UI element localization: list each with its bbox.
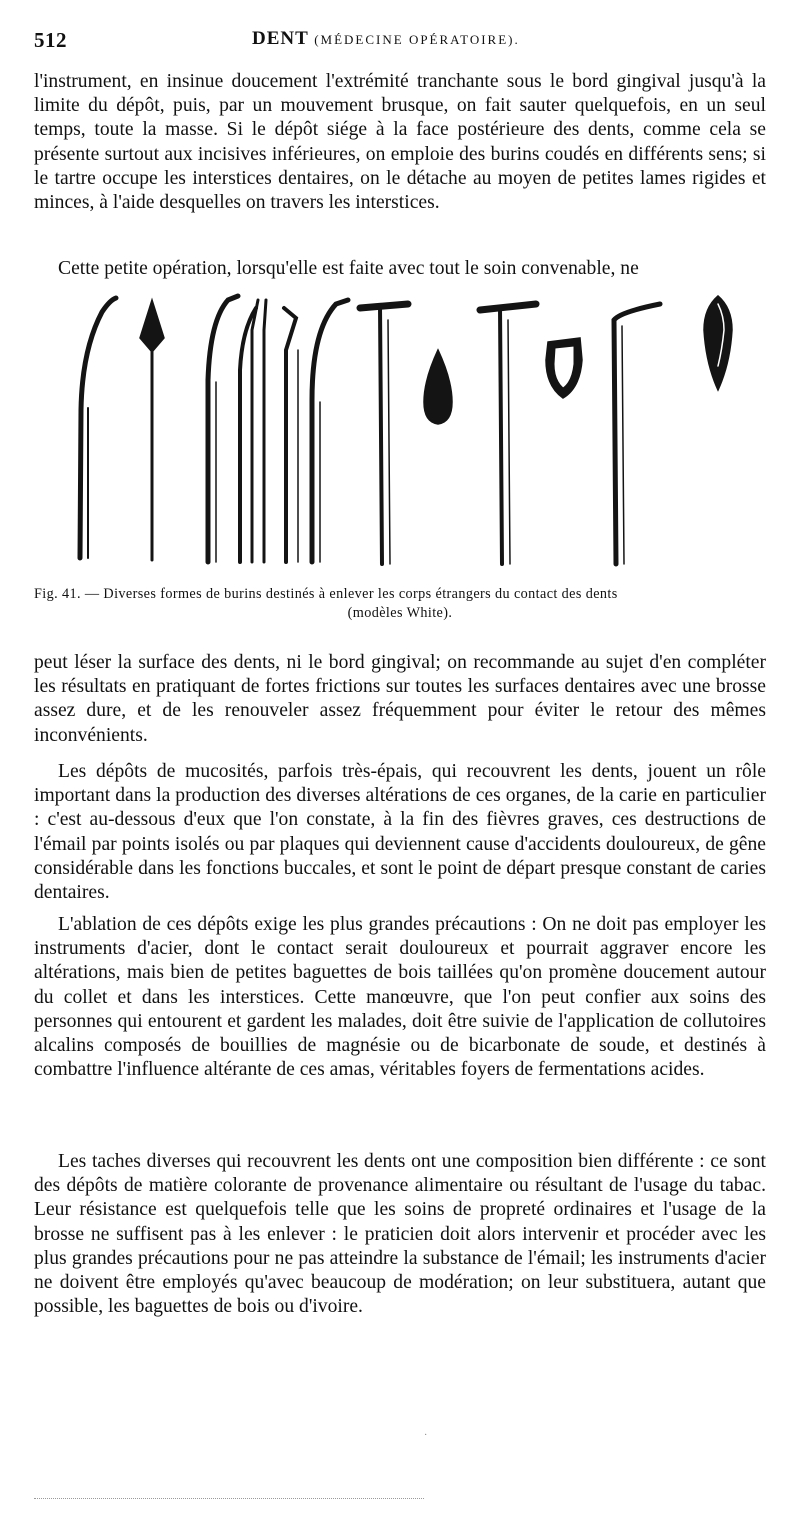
running-title-main: DENT <box>252 28 309 49</box>
dental-instruments-illustration <box>60 290 760 572</box>
print-speck: · <box>424 1430 428 1441</box>
running-head <box>34 28 764 52</box>
paragraph-1: l'instrument, en insinue doucement l'extrémité tranchante sous le bord gingival jusqu'à la limite du dépôt, puis, par un mouvement brusque, on fait sauter quelquefois, en un seul temps, toute la masse. Si le dépôt siége à la face postérieure des dents, comme cela se présente surtout aux incisives inférieures, on emploie des burins coudés en différents sens; si le tartre occupe les interstices dentaires, on le détache au moyen de petites lames rigides et minces, à l'aide desquelles on travers les interstices. <box>34 71 766 214</box>
paragraph-4: Les dépôts de mucosités, parfois très-épais, qui recouvrent les dents, jouent un rôle important dans la production des diverses altérations de ces organes, de la carie en particulier : c'est au-dessous d'eux que l'on constate, à la fin des fièvres graves, ces destructions de l'émail par points isolés ou par plaques qui deviennent cause d'accidents douloureux, de gêne considérable dans les fonctions buccales, et sont le point de départ presque constant de caries dentaires. <box>34 761 766 904</box>
paragraph-5: L'ablation de ces dépôts exige les plus grandes précautions : On ne doit pas employer les instruments d'acier, dont le contact serait douloureux et pourrait aggraver encore les altérations, mais bien de petites baguettes de bois taillées qu'on promène doucement autour du collet et dans les interstices. Cette manœuvre, que l'on peut confier aux soins des personnes qui entourent et gardent les malades, doit être suivie de l'application de collutoires alcalins composés de bouillies de magnésie ou de bicarbonate de soude, et destinés à combattre l'influence altérante de ces amas, véritables foyers de fermentations acides. <box>34 914 766 1081</box>
paragraph-3: peut léser la surface des dents, ni le bord gingival; on recommande au sujet d'en compléter les résultats en pratiquant de fortes frictions sur toutes les surfaces dentaires avec une brosse assez dure, et de les renouveler assez fréquemment pour éviter le retour des mêmes inconvénients. <box>34 652 766 746</box>
figure-caption <box>34 585 766 623</box>
figure-dental-instruments <box>60 290 760 572</box>
paragraph-2: Cette petite opération, lorsqu'elle est faite avec tout le soin convenable, ne <box>58 258 639 279</box>
figure-caption-line-2: (modèles White). <box>347 605 453 621</box>
figure-caption-line-1: Fig. 41. — Diverses formes de burins destinés à enlever les corps étrangers du contact des dents <box>34 586 618 602</box>
running-title <box>252 28 520 50</box>
page-number: 512 <box>34 28 67 52</box>
bottom-rule <box>34 1498 424 1499</box>
paragraph-6: Les taches diverses qui recouvrent les dents ont une composition bien différente : ce sont des dépôts de matière colorante de provenance alimentaire ou résultant de l'usage du tabac. Leur résistance est quelquefois telle que les soins de propreté ordinaires et l'usage de la brosse ne suffisent pas à les enlever : le praticien doit alors intervenir et procéder avec les plus grandes précautions pour ne pas atteindre la substance de l'émail; les instruments d'acier ne doivent être employés qu'avec beaucoup de modération; on leur substituera, autant que possible, les baguettes de bois ou d'ivoire. <box>34 1151 766 1318</box>
running-title-sub: (MÉDECINE OPÉRATOIRE). <box>314 32 520 47</box>
